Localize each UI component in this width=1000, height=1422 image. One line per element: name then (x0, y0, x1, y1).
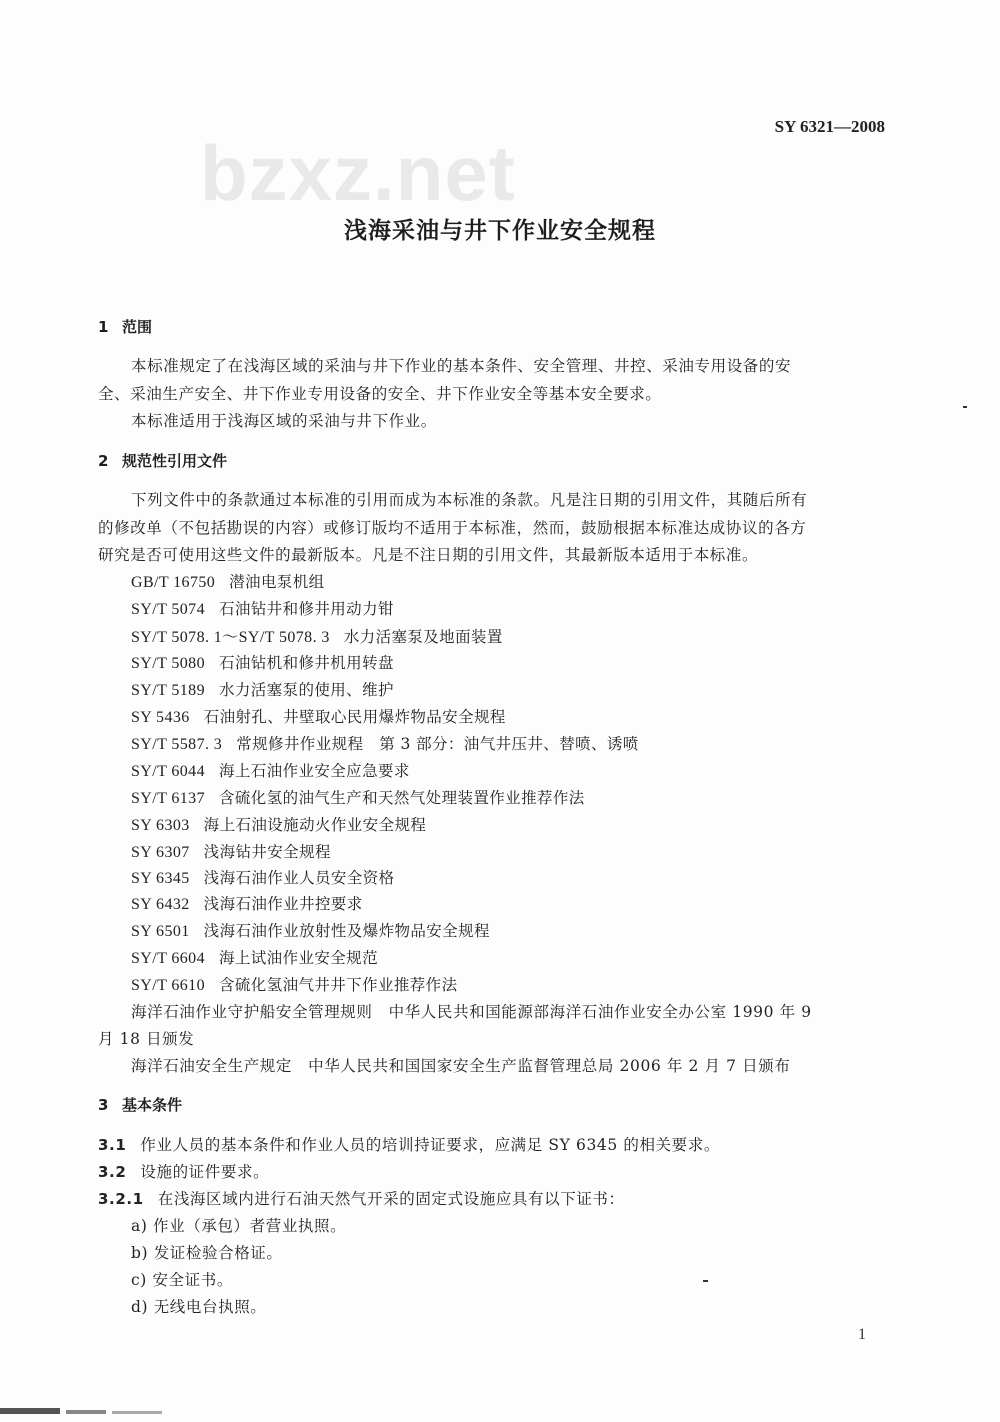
clause-text: 作业人员的基本条件和作业人员的培训持证要求，应满足 SY 6345 的相关要求。 (140, 1136, 720, 1154)
reference-item (131, 919, 490, 941)
section-3-heading (98, 1094, 182, 1115)
reference-title: 含硫化氢的油气生产和天然气处理装置作业推荐作法 (218, 789, 585, 807)
list-item: a) 作业（承包）者营业执照。 (131, 1217, 347, 1235)
reference-code: SY/T 5078. 1～SY/T 5078. 3 (131, 629, 330, 646)
section-number: 3 (98, 1096, 109, 1114)
list-item: d) 无线电台执照。 (131, 1298, 267, 1316)
paragraph-line: 全、采油生产安全、井下作业专用设备的安全、井下作业安全等基本安全要求。 (98, 385, 662, 403)
reference-item (131, 813, 426, 835)
reference-code: SY 6432 (131, 896, 190, 913)
scan-edge-mark (112, 1411, 162, 1414)
list-item: c) 安全证书。 (131, 1271, 233, 1289)
section-1-heading (98, 316, 152, 337)
reference-item (131, 840, 331, 862)
reference-item (131, 651, 394, 673)
reference-code: SY 6303 (131, 817, 190, 834)
reference-title: 石油射孔、井壁取心民用爆炸物品安全规程 (203, 708, 506, 726)
reference-item (131, 973, 458, 995)
reference-title: 常规修井作业规程 第 3 部分：油气井压井、替喷、诱喷 (236, 735, 639, 753)
regulation-line: 海洋石油安全生产规定 中华人民共和国国家安全生产监督管理总局 2006 年 2 月 7 日颁布 (131, 1057, 791, 1075)
reference-code: SY/T 6610 (131, 977, 205, 994)
page-number: 1 (858, 1326, 866, 1343)
clause-3-2-1 (98, 1187, 625, 1209)
clause-number: 3.1 (98, 1136, 127, 1154)
section-number: 2 (98, 452, 109, 470)
reference-title: 水力活塞泵及地面装置 (343, 628, 503, 646)
reference-code: GB/T 16750 (131, 574, 216, 591)
reference-title: 潜油电泵机组 (229, 573, 325, 591)
regulation-line: 海洋石油作业守护船安全管理规则 中华人民共和国能源部海洋石油作业安全办公室 1990 年 9 (131, 1003, 812, 1021)
reference-title: 浅海钻井安全规程 (203, 843, 331, 861)
reference-code: SY/T 6137 (131, 790, 205, 807)
reference-item (131, 597, 394, 619)
reference-code: SY 6501 (131, 923, 190, 940)
reference-title: 海上石油设施动火作业安全规程 (203, 816, 427, 834)
reference-title: 海上石油作业安全应急要求 (218, 762, 410, 780)
reference-item (131, 892, 363, 914)
reference-item (131, 786, 585, 808)
clause-number: 3.2 (98, 1163, 127, 1181)
reference-title: 浅海石油作业井控要求 (203, 895, 363, 913)
clause-number: 3.2.1 (98, 1190, 144, 1208)
paragraph-line: 本标准适用于浅海区域的采油与井下作业。 (131, 412, 437, 430)
paragraph-line: 研究是否可使用这些文件的最新版本。凡是不注日期的引用文件，其最新版本适用于本标准。 (98, 546, 759, 564)
reference-code: SY 5436 (131, 709, 190, 726)
regulation-line: 月 18 日颁发 (98, 1030, 195, 1048)
reference-code: SY/T 5074 (131, 601, 205, 618)
paragraph-line: 下列文件中的条款通过本标准的引用而成为本标准的条款。凡是注日期的引用文件，其随后所有 (131, 491, 808, 509)
reference-item (131, 866, 394, 888)
scan-edge-mark (0, 1408, 60, 1414)
reference-item (131, 732, 639, 754)
section-2-heading (98, 450, 227, 471)
section-title: 范围 (122, 318, 153, 336)
reference-title: 海上试油作业安全规范 (218, 949, 378, 967)
reference-item (131, 705, 506, 727)
standard-code: SY 6321—2008 (774, 117, 885, 136)
scan-edge-mark (66, 1410, 106, 1414)
reference-code: SY 6345 (131, 870, 190, 887)
paragraph-line: 本标准规定了在浅海区域的采油与井下作业的基本条件、安全管理、井控、采油专用设备的安 (131, 357, 792, 375)
reference-code: SY/T 5080 (131, 655, 205, 672)
watermark: bzxz.net (200, 129, 516, 217)
section-title: 基本条件 (122, 1096, 183, 1114)
clause-3-2 (98, 1160, 269, 1182)
reference-title: 浅海石油作业人员安全资格 (203, 869, 395, 887)
reference-code: SY/T 5189 (131, 682, 205, 699)
reference-code: SY/T 5587. 3 (131, 736, 223, 753)
scan-speck (963, 406, 967, 408)
clause-3-1 (98, 1133, 720, 1155)
scan-speck (703, 1280, 708, 1282)
reference-title: 石油钻机和修井机用转盘 (218, 654, 394, 672)
clause-text: 设施的证件要求。 (140, 1163, 270, 1181)
reference-title: 含硫化氢油气井井下作业推荐作法 (218, 976, 458, 994)
clause-text: 在浅海区域内进行石油天然气开采的固定式设施应具有以下证书： (157, 1190, 625, 1208)
reference-item (131, 624, 503, 647)
section-title: 规范性引用文件 (122, 452, 228, 470)
document-title: 浅海采油与井下作业安全规程 (344, 218, 656, 244)
reference-title: 水力活塞泵的使用、维护 (218, 681, 394, 699)
reference-item (131, 678, 394, 700)
paragraph-line: 的修改单（不包括勘误的内容）或修订版均不适用于本标准，然而，鼓励根据本标准达成协议的各方 (98, 519, 807, 537)
reference-title: 石油钻井和修井用动力钳 (218, 600, 394, 618)
reference-item (131, 570, 325, 592)
reference-code: SY 6307 (131, 844, 190, 861)
reference-title: 浅海石油作业放射性及爆炸物品安全规程 (203, 922, 490, 940)
reference-item (131, 946, 378, 968)
reference-code: SY/T 6604 (131, 950, 205, 967)
list-item: b) 发证检验合格证。 (131, 1244, 283, 1262)
reference-item (131, 759, 410, 781)
reference-code: SY/T 6044 (131, 763, 205, 780)
section-number: 1 (98, 318, 109, 336)
